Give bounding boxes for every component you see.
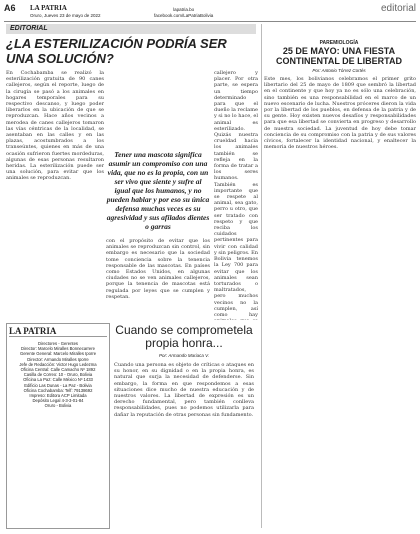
mid-article-body: Cuando una persona es objeto de críticas o ataques en su honor, en su dignidad o en la propia honra, es natural que surja la necesidad de defenderse. Sin embargo, la forma en que respondemos a esas situaciones dice mucho de nuestra educación y de nuestros valores. La libertad de expresión es un derecho fundamental, pero también conlleva responsabilidades, pues no podemos utilizarla para dañar la reputación de otras personas sin fundamento. bbox=[114, 362, 254, 418]
masthead-box bbox=[6, 323, 110, 529]
editorial-column-3: callejero y placer. Por otra parte, se espera un tiempo determinado para que el dueño la reclame y si no lo hace, el animal es esterilizado. Quizás nuestra crueldad hacia los animales también se refleja en la forma de tratar a los seres humanos. También es importante que se respete al animal, sea gato, perro u otro, que ser tratado con respeto y que reciba los cuidados pertinentes para vivir con calidad y sin peligros. En Bolivia tenemos la Ley 700 para evitar que los animales sean torturados o maltratados, pero muchos vecinos no la cumplen, así como hay bbox=[214, 70, 258, 318]
newspaper-logo: LA PATRIA bbox=[30, 4, 67, 12]
masthead-line: Director: Armando Miralles Iporre bbox=[27, 356, 89, 362]
section-name: editorial bbox=[380, 3, 416, 14]
page-number: A6 bbox=[4, 3, 16, 13]
masthead-line: Impreso: Editora ACP Limitada bbox=[29, 393, 87, 399]
masthead-line: Oficina Cochabamba: Telf: 79138692 bbox=[23, 387, 93, 393]
column-divider bbox=[261, 24, 262, 528]
masthead-line: Gerente General: Marcelo Miralles Iporre bbox=[19, 351, 97, 357]
editorial-column-2: con el propósito de evitar que los animales se reproduzcan sin control, sin embargo es necesario que la sociedad tome conciencia sobre la tenencia responsable de las mascotas. En países como Estados Unidos, en algunas ciudades no se ven animales callejeros, porque la tenencia de mascotas está regulada por leyes que se cumplen y respetan. bbox=[106, 238, 210, 300]
masthead-line: Edificio Las Dunas - La Paz - Bolivia bbox=[24, 382, 92, 388]
editorial-tag: EDITORIAL bbox=[6, 24, 256, 34]
masthead-line: Oruro - Bolivia bbox=[44, 403, 72, 409]
masthead-line: Directores - Gerentes bbox=[37, 341, 79, 346]
right-article-tag: PAREMIOLOGÍA bbox=[319, 40, 359, 46]
website-links[interactable]: lapatria.bo facebook.com/LaPatriaBolivia bbox=[154, 7, 214, 18]
editorial-column-1: En Cochabamba se realizó la esterilización gratuita de 90 canes callejeros, según el reporte, luego de la cirugía se pasó a los animales en hogares temporales para su respectivo descanso, y luego poder liberarlos en la ubicación de que se reproduzcan. Hace años vecinos a merodea de canes callejeros tomaron las vías céntricas de la localidad, se asentaban en las calles y en las plazas, acostumbrados a los transeúntes, quienes en más de una ocasión sufrieron fuertes mordeduras, algunas de esas personas resultaron heridas. La esterilización puede ser una solución, para evitar que los animales se reproduzcan. bbox=[6, 70, 104, 182]
mid-article-title: Cuando se comprometela propia honra... bbox=[115, 323, 253, 350]
masthead-lines bbox=[9, 341, 107, 409]
pull-quote: Tener una mascota significa asumir un compromiso con una vida, que no es la propia, con un ser vivo que siente y sufre al igual que los humanos, y no pueden hablar y por eso su única defensa muchas veces es su agresividad y sus afilados dientes o garras bbox=[106, 150, 210, 231]
masthead-line: Director: Marcelo Miralles Bonnecarrere bbox=[20, 346, 95, 352]
masthead-title: LA PATRIA bbox=[9, 326, 107, 337]
right-article-title: 25 DE MAYO: UNA FIESTA CONTINENTAL DE LIBERTAD bbox=[276, 46, 402, 66]
issue-date: Oruro, Jueves 23 de mayo de 2022 bbox=[30, 13, 101, 18]
masthead-line: Oficina Central: Calle Camacho Nº 1892 bbox=[20, 367, 96, 373]
right-article-body: Este mes, los bolivianos celebramos el primer grito libertario del 25 de mayo de 1809 que sembró la libertad en el continente y que hoy ya no es sólo una celebración, sino también es una responsabilidad en el marco de un nuevo escenario de lucha. Nuestros próceres dieron la vida por la libertad de los pueblos, en defensa de la patria y de su gente. Hoy existen nuevos desafíos y responsabilidades para que esa libertad se convierta en progreso y desarrollo de nuestra sociedad. La juventud de hoy debe tomar conciencia de su compromiso con la patria y de sus valores cívicos, fortalecer la identidad nacional, y enaltecer la memoria de nuestros héroes. bbox=[264, 76, 416, 151]
masthead-line: Casilla de Correo: 10 - Oruro, Bolivia bbox=[23, 372, 93, 378]
masthead-line: Depósito Legal 4-3-3-01-84 bbox=[32, 398, 84, 404]
mid-article-author: Por: Armando Mariaca V. bbox=[158, 353, 210, 358]
masthead-line: Jefe de Redacción: Victor Hugo Ledezma bbox=[19, 361, 97, 367]
page-header bbox=[4, 2, 416, 22]
masthead-line: Oficina La Paz: Calle México Nº 1433 bbox=[23, 377, 93, 383]
editorial-title: ¿LA ESTERILIZACIÓN PODRÍA SER UNA SOLUCIÓN? bbox=[6, 36, 227, 66]
right-article-author: Por: Antonio Tórrez Cortés bbox=[312, 68, 366, 73]
